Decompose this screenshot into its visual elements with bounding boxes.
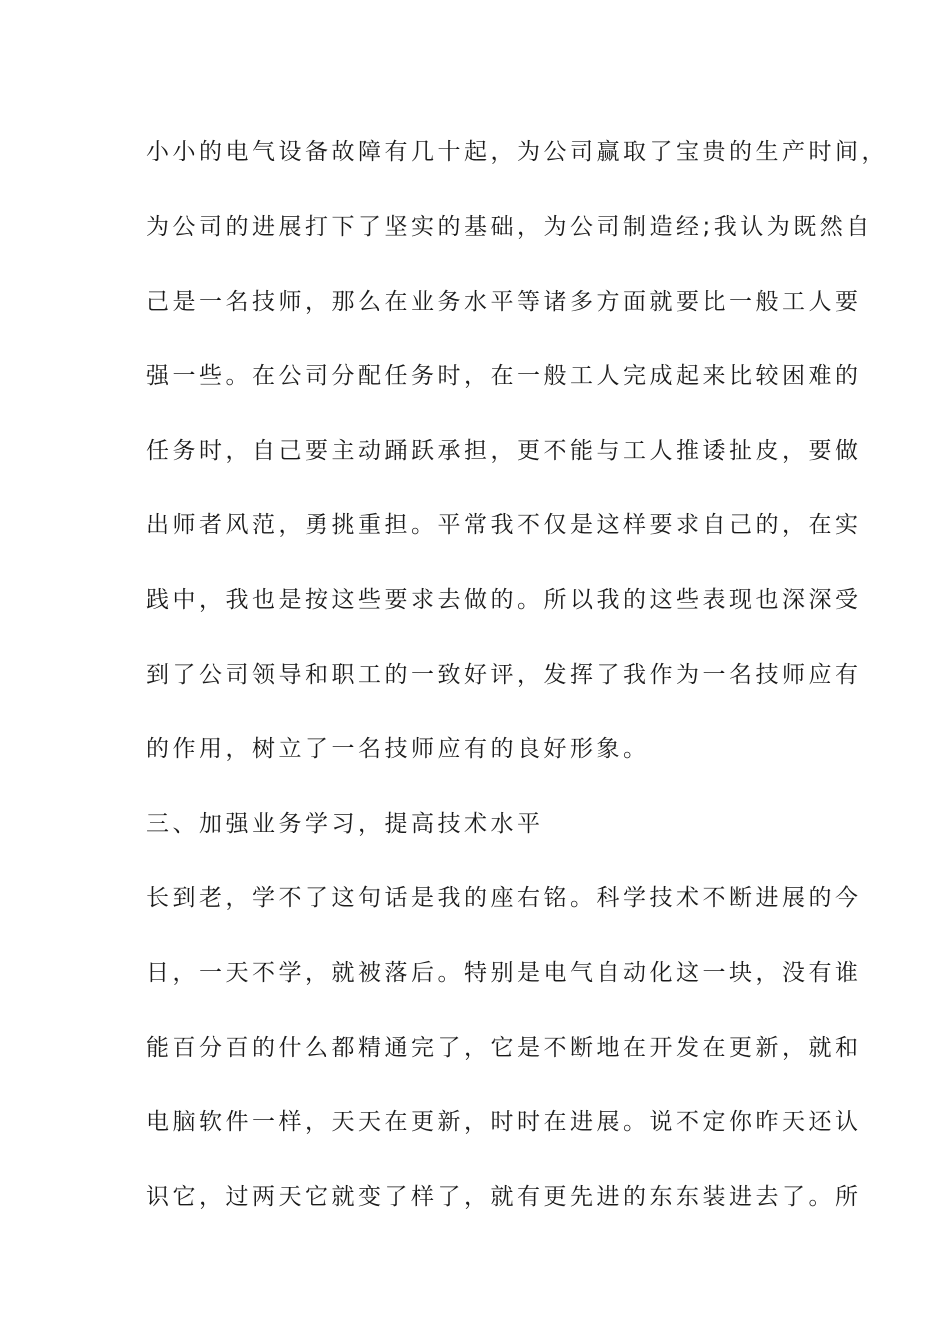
text-line: 到了公司领导和职工的一致好评，发挥了我作为一名技师应有 (146, 662, 862, 688)
section-heading: 三、加强业务学习，提高技术水平 (146, 811, 544, 837)
text-line: 识它，过两天它就变了样了，就有更先进的东东装进去了。所 (146, 1184, 862, 1210)
text-line: 的作用，树立了一名技师应有的良好形象。 (146, 736, 650, 762)
text-line: 小小的电气设备故障有几十起，为公司赢取了宝贵的生产时间， (146, 139, 888, 165)
text-line: 践中，我也是按这些要求去做的。所以我的这些表现也深深受 (146, 587, 862, 613)
text-line: 能百分百的什么都精通完了，它是不断地在开发在更新，就和 (146, 1035, 862, 1061)
text-line: 长到老，学不了这句话是我的座右铭。科学技术不断进展的今 (146, 885, 862, 911)
text-line: 电脑软件一样，天天在更新，时时在进展。说不定你昨天还认 (146, 1109, 862, 1135)
text-line: 任务时，自己要主动踊跃承担，更不能与工人推诿扯皮，要做 (146, 438, 862, 464)
text-line: 日，一天不学，就被落后。特别是电气自动化这一块，没有谁 (146, 960, 862, 986)
text-line: 出师者风范，勇挑重担。平常我不仅是这样要求自己的，在实 (146, 512, 862, 538)
text-line: 己是一名技师，那么在业务水平等诸多方面就要比一般工人要 (146, 289, 862, 315)
text-line: 为公司的进展打下了坚实的基础，为公司制造经;我认为既然自 (146, 214, 873, 240)
text-line: 强一些。在公司分配任务时，在一般工人完成起来比较困难的 (146, 363, 862, 389)
